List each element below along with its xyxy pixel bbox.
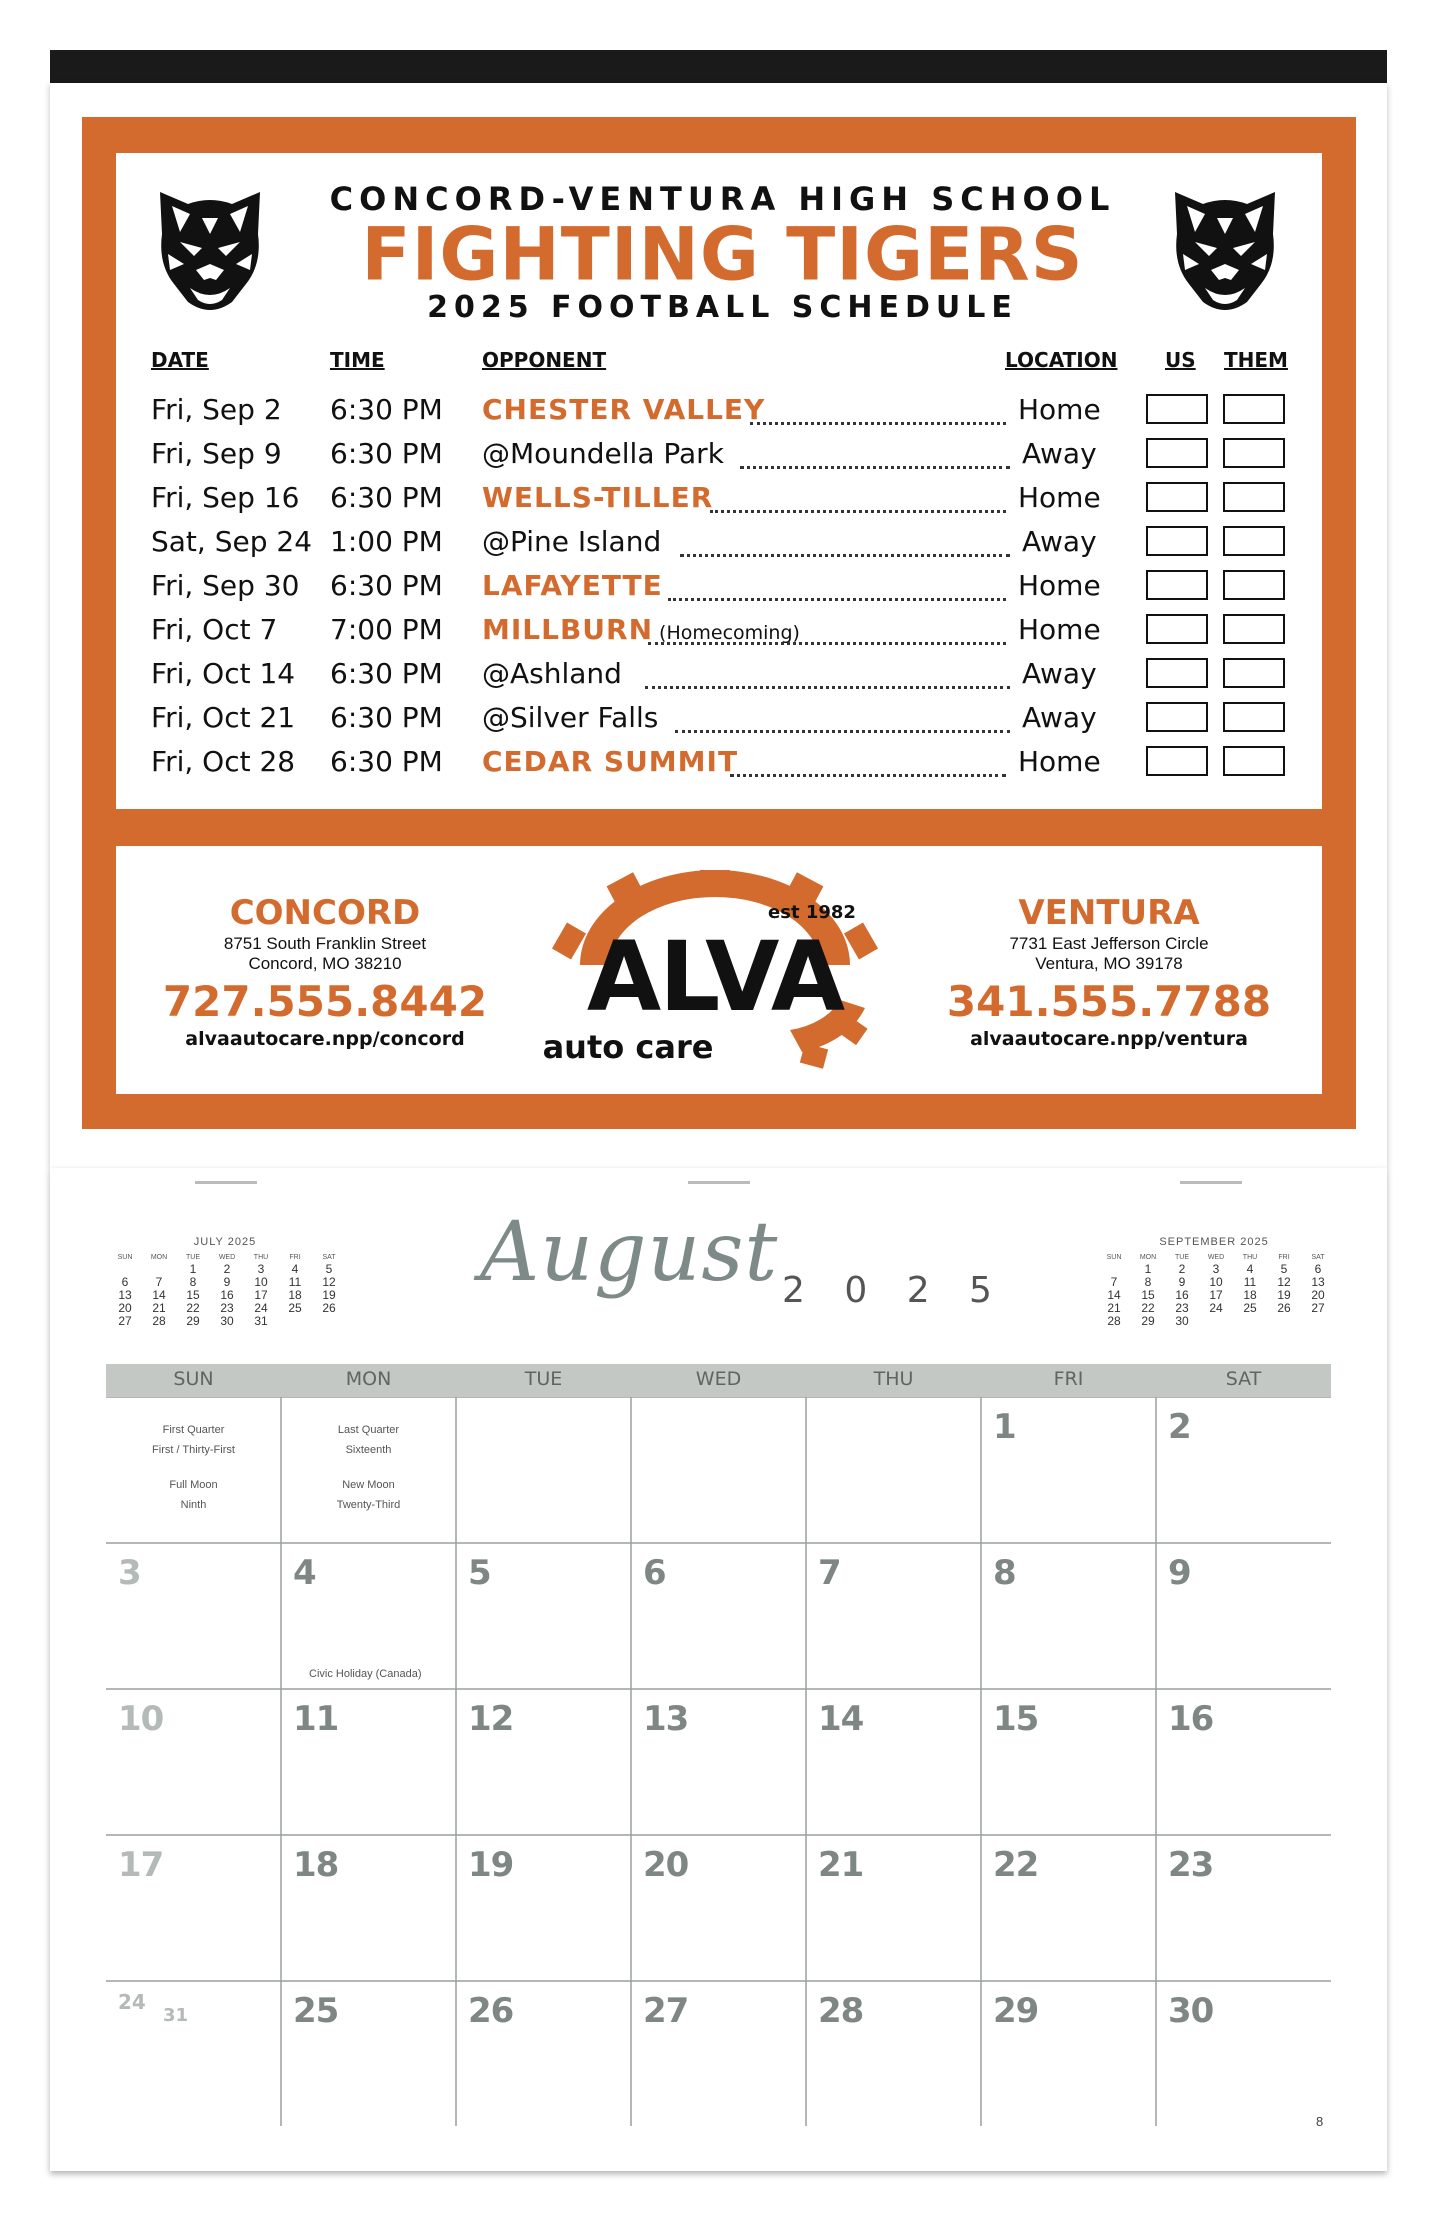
mini-day (1199, 1315, 1233, 1328)
alva-tagline: auto care (542, 1028, 714, 1066)
game-location: Away (1022, 701, 1097, 734)
mini-day: 10 (254, 1275, 268, 1289)
score-box-them[interactable] (1223, 526, 1285, 556)
day-number[interactable]: 14 (818, 1699, 864, 1739)
day-number[interactable]: 15 (993, 1699, 1039, 1739)
score-box-us[interactable] (1146, 702, 1208, 732)
weekday-label: THU (873, 1368, 914, 1390)
opponent-name: MILLBURN (482, 613, 654, 646)
game-date: Fri, Oct 28 (151, 745, 296, 778)
mini-day: 21 (1107, 1301, 1121, 1315)
game-time: 6:30 PM (330, 569, 443, 602)
game-location: Away (1022, 437, 1097, 470)
game-time: 1:00 PM (330, 525, 443, 558)
mini-day: 26 (1277, 1301, 1291, 1315)
game-note: (Homecoming) (659, 622, 800, 644)
hanger-mark (1180, 1181, 1242, 1184)
mini-day: 29 (1141, 1314, 1155, 1328)
concord-url[interactable]: alvaautocare.npp/concord (185, 1028, 465, 1050)
mini-day: 20 (1311, 1288, 1325, 1302)
opponent-name: LAFAYETTE (482, 569, 663, 602)
mini-day: 19 (322, 1288, 336, 1302)
moon-phase-text: First / Thirty-First (152, 1444, 235, 1456)
moon-phase-text: Sixteenth (345, 1444, 392, 1456)
mini-day: 5 (1280, 1262, 1288, 1276)
day-number[interactable]: 7 (818, 1553, 841, 1593)
dotted-leader (648, 612, 1006, 645)
day-number[interactable]: 26 (468, 1991, 514, 2031)
day-number[interactable]: 27 (643, 1991, 689, 2031)
mini-calendar-title: SEPTEMBER 2025 (1159, 1236, 1269, 1248)
concord-phone: 727.555.8442 (162, 977, 488, 1026)
game-opponent (482, 522, 661, 562)
dotted-leader (750, 392, 1006, 425)
game-row (0, 478, 1445, 522)
game-date: Fri, Sep 2 (151, 393, 282, 426)
mini-weekday-label: TUE (186, 1254, 200, 1261)
mini-day: 27 (1311, 1301, 1325, 1315)
game-row (0, 698, 1445, 742)
day-number[interactable]: 12 (468, 1699, 514, 1739)
score-box-them[interactable] (1223, 614, 1285, 644)
mini-day: 31 (254, 1314, 268, 1328)
game-row (0, 742, 1445, 786)
mini-day: 5 (325, 1262, 333, 1276)
mini-weekday-label: MON (150, 1254, 168, 1261)
mini-weekday-label: SUN (117, 1254, 133, 1261)
holiday-note: Civic Holiday (Canada) (309, 1668, 422, 1680)
day-number[interactable]: 2 (1168, 1407, 1191, 1447)
game-row (0, 390, 1445, 434)
day-number[interactable]: 30 (1168, 1991, 1214, 2031)
mini-day: 13 (118, 1288, 132, 1302)
mini-day (1267, 1315, 1301, 1328)
alva-wordmark: ALVA (586, 921, 844, 1033)
mini-day: 22 (1141, 1301, 1155, 1315)
mini-day: 30 (220, 1314, 234, 1328)
mini-day: 11 (1243, 1275, 1257, 1289)
opponent-name: CEDAR SUMMIT (482, 745, 739, 778)
mini-weekday-label: WED (1207, 1254, 1225, 1261)
game-time: 6:30 PM (330, 481, 443, 514)
game-date: Fri, Sep 9 (151, 437, 282, 470)
schedule-subtitle: 2025 FOOTBALL SCHEDULE (427, 290, 1018, 325)
score-box-them[interactable] (1223, 746, 1285, 776)
dotted-leader (675, 700, 1010, 733)
moon-phase-text: Full Moon (169, 1479, 218, 1491)
opponent-name: WELLS-TILLER (482, 481, 714, 514)
mini-day: 1 (1144, 1262, 1152, 1276)
mini-weekday-label: SAT (322, 1254, 336, 1261)
mini-day: 11 (288, 1275, 302, 1289)
day-number[interactable]: 3 (118, 1553, 141, 1593)
dotted-leader (680, 524, 1010, 557)
weekday-label: MON (345, 1368, 392, 1390)
dotted-leader (668, 568, 1006, 601)
mini-day: 4 (291, 1262, 299, 1276)
mini-calendar-grid (1097, 1252, 1331, 1328)
mini-day: 19 (1277, 1288, 1291, 1302)
moon-phase-text: First Quarter (162, 1424, 225, 1436)
game-opponent (482, 698, 658, 738)
mini-day (312, 1315, 346, 1328)
game-time: 6:30 PM (330, 657, 443, 690)
score-box-us[interactable] (1146, 394, 1208, 424)
mini-day: 9 (223, 1275, 231, 1289)
game-opponent (482, 390, 765, 430)
mini-day: 3 (257, 1262, 265, 1276)
day-number[interactable]: 22 (993, 1845, 1039, 1885)
mini-day: 9 (1178, 1275, 1186, 1289)
weekday-label: WED (695, 1368, 742, 1390)
game-row (0, 522, 1445, 566)
score-box-us[interactable] (1146, 658, 1208, 688)
game-row (0, 434, 1445, 478)
game-opponent (482, 654, 622, 694)
mini-day: 7 (1110, 1275, 1118, 1289)
mini-weekday-label: SUN (1106, 1254, 1122, 1261)
mini-day: 29 (186, 1314, 200, 1328)
game-location: Away (1022, 657, 1097, 690)
mini-weekday-label: THU (1242, 1254, 1258, 1261)
mini-day: 28 (152, 1314, 166, 1328)
mini-day: 27 (118, 1314, 132, 1328)
game-time: 7:00 PM (330, 613, 443, 646)
weekday-label: SUN (173, 1368, 214, 1390)
score-box-them[interactable] (1223, 438, 1285, 468)
dotted-leader (730, 744, 1006, 777)
game-opponent (482, 478, 713, 518)
mini-day: 25 (1243, 1301, 1257, 1315)
mini-day: 30 (1175, 1314, 1189, 1328)
opponent-name: @Moundella Park (482, 437, 724, 470)
mini-day: 15 (1141, 1288, 1155, 1302)
game-row (0, 654, 1445, 698)
day-number[interactable]: 4 (293, 1553, 316, 1593)
score-box-them[interactable] (1223, 394, 1285, 424)
concord-citystate: Concord, MO 38210 (248, 954, 402, 973)
ventura-phone: 341.555.7788 (946, 977, 1272, 1026)
score-box-them[interactable] (1223, 570, 1285, 600)
moon-phase-text: Ninth (180, 1499, 207, 1511)
team-name: FIGHTING TIGERS (361, 211, 1084, 297)
mini-day: 12 (1277, 1275, 1291, 1289)
mini-weekday-label: SAT (1311, 1254, 1325, 1261)
game-row (0, 566, 1445, 610)
mini-weekday-label: TUE (1175, 1254, 1189, 1261)
mini-weekday-label: MON (1139, 1254, 1157, 1261)
ventura-city: VENTURA (1018, 893, 1200, 933)
mini-day: 15 (186, 1288, 200, 1302)
mini-day: 18 (288, 1288, 302, 1302)
top-binding-bar (50, 50, 1387, 83)
mini-day: 17 (254, 1288, 268, 1302)
column-header-opponent: OPPONENT (482, 348, 607, 372)
day-number[interactable]: 8 (993, 1553, 1016, 1593)
game-location: Home (1018, 613, 1101, 646)
mini-day: 10 (1209, 1275, 1223, 1289)
mini-day: 18 (1243, 1288, 1257, 1302)
game-time: 6:30 PM (330, 393, 443, 426)
mini-weekday-label: FRI (1278, 1254, 1290, 1261)
moon-phase-text: Last Quarter (337, 1424, 400, 1436)
day-number[interactable]: 11 (293, 1699, 339, 1739)
game-date: Sat, Sep 24 (151, 525, 313, 558)
hanger-mark (195, 1181, 257, 1184)
score-box-them[interactable] (1223, 482, 1285, 512)
mini-weekday-label: WED (218, 1254, 236, 1261)
game-location: Home (1018, 481, 1101, 514)
score-box-us[interactable] (1146, 438, 1208, 468)
day-number[interactable]: 5 (468, 1553, 491, 1593)
concord-street: 8751 South Franklin Street (223, 934, 427, 953)
day-number[interactable]: 23 (1168, 1845, 1214, 1885)
mini-weekday-label: FRI (289, 1254, 301, 1261)
mini-day: 23 (220, 1301, 234, 1315)
month-title: August (480, 1205, 779, 1300)
score-box-them[interactable] (1223, 658, 1285, 688)
mini-day (1301, 1315, 1335, 1328)
column-header-us: US (1165, 348, 1196, 372)
game-time: 6:30 PM (330, 437, 443, 470)
mini-day: 12 (322, 1275, 336, 1289)
mini-day: 25 (288, 1301, 302, 1315)
mini-day: 6 (1314, 1262, 1322, 1276)
mini-calendar-title: JULY 2025 (193, 1236, 257, 1248)
mini-day (278, 1315, 312, 1328)
day-number[interactable]: 18 (293, 1845, 339, 1885)
alva-auto-care-logo (540, 870, 890, 1070)
column-header-them: THEM (1224, 348, 1288, 372)
mini-day: 21 (152, 1301, 166, 1315)
mini-day: 14 (152, 1288, 166, 1302)
mini-day: 16 (1175, 1288, 1189, 1302)
day-number[interactable]: 13 (643, 1699, 689, 1739)
mini-day: 7 (155, 1275, 163, 1289)
mini-day: 20 (118, 1301, 132, 1315)
column-header-date: DATE (151, 348, 209, 372)
day-number[interactable]: 1 (993, 1407, 1016, 1447)
score-box-us[interactable] (1146, 746, 1208, 776)
column-header-location: LOCATION (1005, 348, 1118, 372)
month-year: 2 0 2 5 (782, 1270, 1006, 1311)
weekday-label: SAT (1225, 1368, 1262, 1390)
day-number[interactable]: 17 (118, 1845, 164, 1885)
score-box-us[interactable] (1146, 614, 1208, 644)
mini-day: 8 (189, 1275, 197, 1289)
mini-day: 8 (1144, 1275, 1152, 1289)
mini-day: 3 (1212, 1262, 1220, 1276)
ventura-street: 7731 East Jefferson Circle (1009, 934, 1209, 953)
day-number[interactable]: 28 (818, 1991, 864, 2031)
game-opponent (482, 566, 663, 606)
mini-day: 24 (1209, 1301, 1223, 1315)
day-24: 24 (118, 1990, 146, 2014)
mini-calendar-previous-month (108, 1236, 342, 1328)
day-number[interactable]: 6 (643, 1553, 666, 1593)
hanger-mark (688, 1181, 750, 1184)
game-location: Home (1018, 393, 1101, 426)
column-header-time: TIME (330, 348, 385, 372)
dotted-leader (740, 436, 1010, 469)
day-number[interactable]: 21 (818, 1845, 864, 1885)
game-time: 6:30 PM (330, 701, 443, 734)
day-number[interactable]: 20 (643, 1845, 689, 1885)
opponent-name: @Ashland (482, 657, 622, 690)
game-date: Fri, Sep 30 (151, 569, 300, 602)
ventura-citystate: Ventura, MO 39178 (1035, 954, 1183, 973)
day-number[interactable]: 19 (468, 1845, 514, 1885)
mini-day: 13 (1311, 1275, 1325, 1289)
mini-day: 4 (1246, 1262, 1254, 1276)
game-row (0, 610, 1445, 654)
mini-day: 16 (220, 1288, 234, 1302)
mini-day: 1 (189, 1262, 197, 1276)
opponent-name: @Silver Falls (482, 701, 659, 734)
game-location: Home (1018, 745, 1101, 778)
dotted-leader (645, 656, 1010, 689)
moon-phase-text: New Moon (342, 1479, 395, 1491)
mini-day: 26 (322, 1301, 336, 1315)
game-opponent (482, 742, 738, 782)
moon-phase-text: Twenty-Third (336, 1499, 401, 1511)
mini-calendar-grid (108, 1252, 342, 1328)
alva-established: est 1982 (768, 902, 856, 923)
mini-day: 6 (121, 1275, 129, 1289)
mini-calendar-next-month (1097, 1236, 1331, 1328)
mini-day: 2 (1178, 1262, 1186, 1276)
game-opponent (482, 434, 724, 474)
mini-day (1233, 1315, 1267, 1328)
game-date: Fri, Oct 21 (151, 701, 296, 734)
dotted-leader (710, 480, 1006, 513)
score-box-us[interactable] (1146, 482, 1208, 512)
day-31: 31 (163, 2005, 189, 2026)
score-box-us[interactable] (1146, 526, 1208, 556)
mini-day: 23 (1175, 1301, 1189, 1315)
ventura-url[interactable]: alvaautocare.npp/ventura (970, 1028, 1248, 1050)
mini-day: 17 (1209, 1288, 1223, 1302)
opponent-name: @Pine Island (482, 525, 662, 558)
mini-day: 24 (254, 1301, 268, 1315)
score-box-them[interactable] (1223, 702, 1285, 732)
mini-day: 14 (1107, 1288, 1121, 1302)
opponent-name: CHESTER VALLEY (482, 393, 766, 426)
day-number[interactable]: 16 (1168, 1699, 1214, 1739)
day-number[interactable]: 10 (118, 1699, 164, 1739)
game-date: Fri, Oct 14 (151, 657, 296, 690)
game-location: Away (1022, 525, 1097, 558)
game-time: 6:30 PM (330, 745, 443, 778)
mini-day: 2 (223, 1262, 231, 1276)
concord-city: CONCORD (229, 893, 421, 933)
score-box-us[interactable] (1146, 570, 1208, 600)
day-number[interactable]: 29 (993, 1991, 1039, 2031)
weekday-label: FRI (1053, 1368, 1084, 1390)
weekday-label: TUE (524, 1368, 563, 1390)
game-location: Home (1018, 569, 1101, 602)
school-name: CONCORD-VENTURA HIGH SCHOOL (329, 180, 1116, 218)
day-number[interactable]: 9 (1168, 1553, 1191, 1593)
mini-day: 22 (186, 1301, 200, 1315)
mini-weekday-label: THU (253, 1254, 269, 1261)
day-number[interactable]: 25 (293, 1991, 339, 2031)
game-date: Fri, Sep 16 (151, 481, 300, 514)
game-date: Fri, Oct 7 (151, 613, 278, 646)
mini-day: 28 (1107, 1314, 1121, 1328)
page-number: 8 (1316, 2114, 1324, 2129)
